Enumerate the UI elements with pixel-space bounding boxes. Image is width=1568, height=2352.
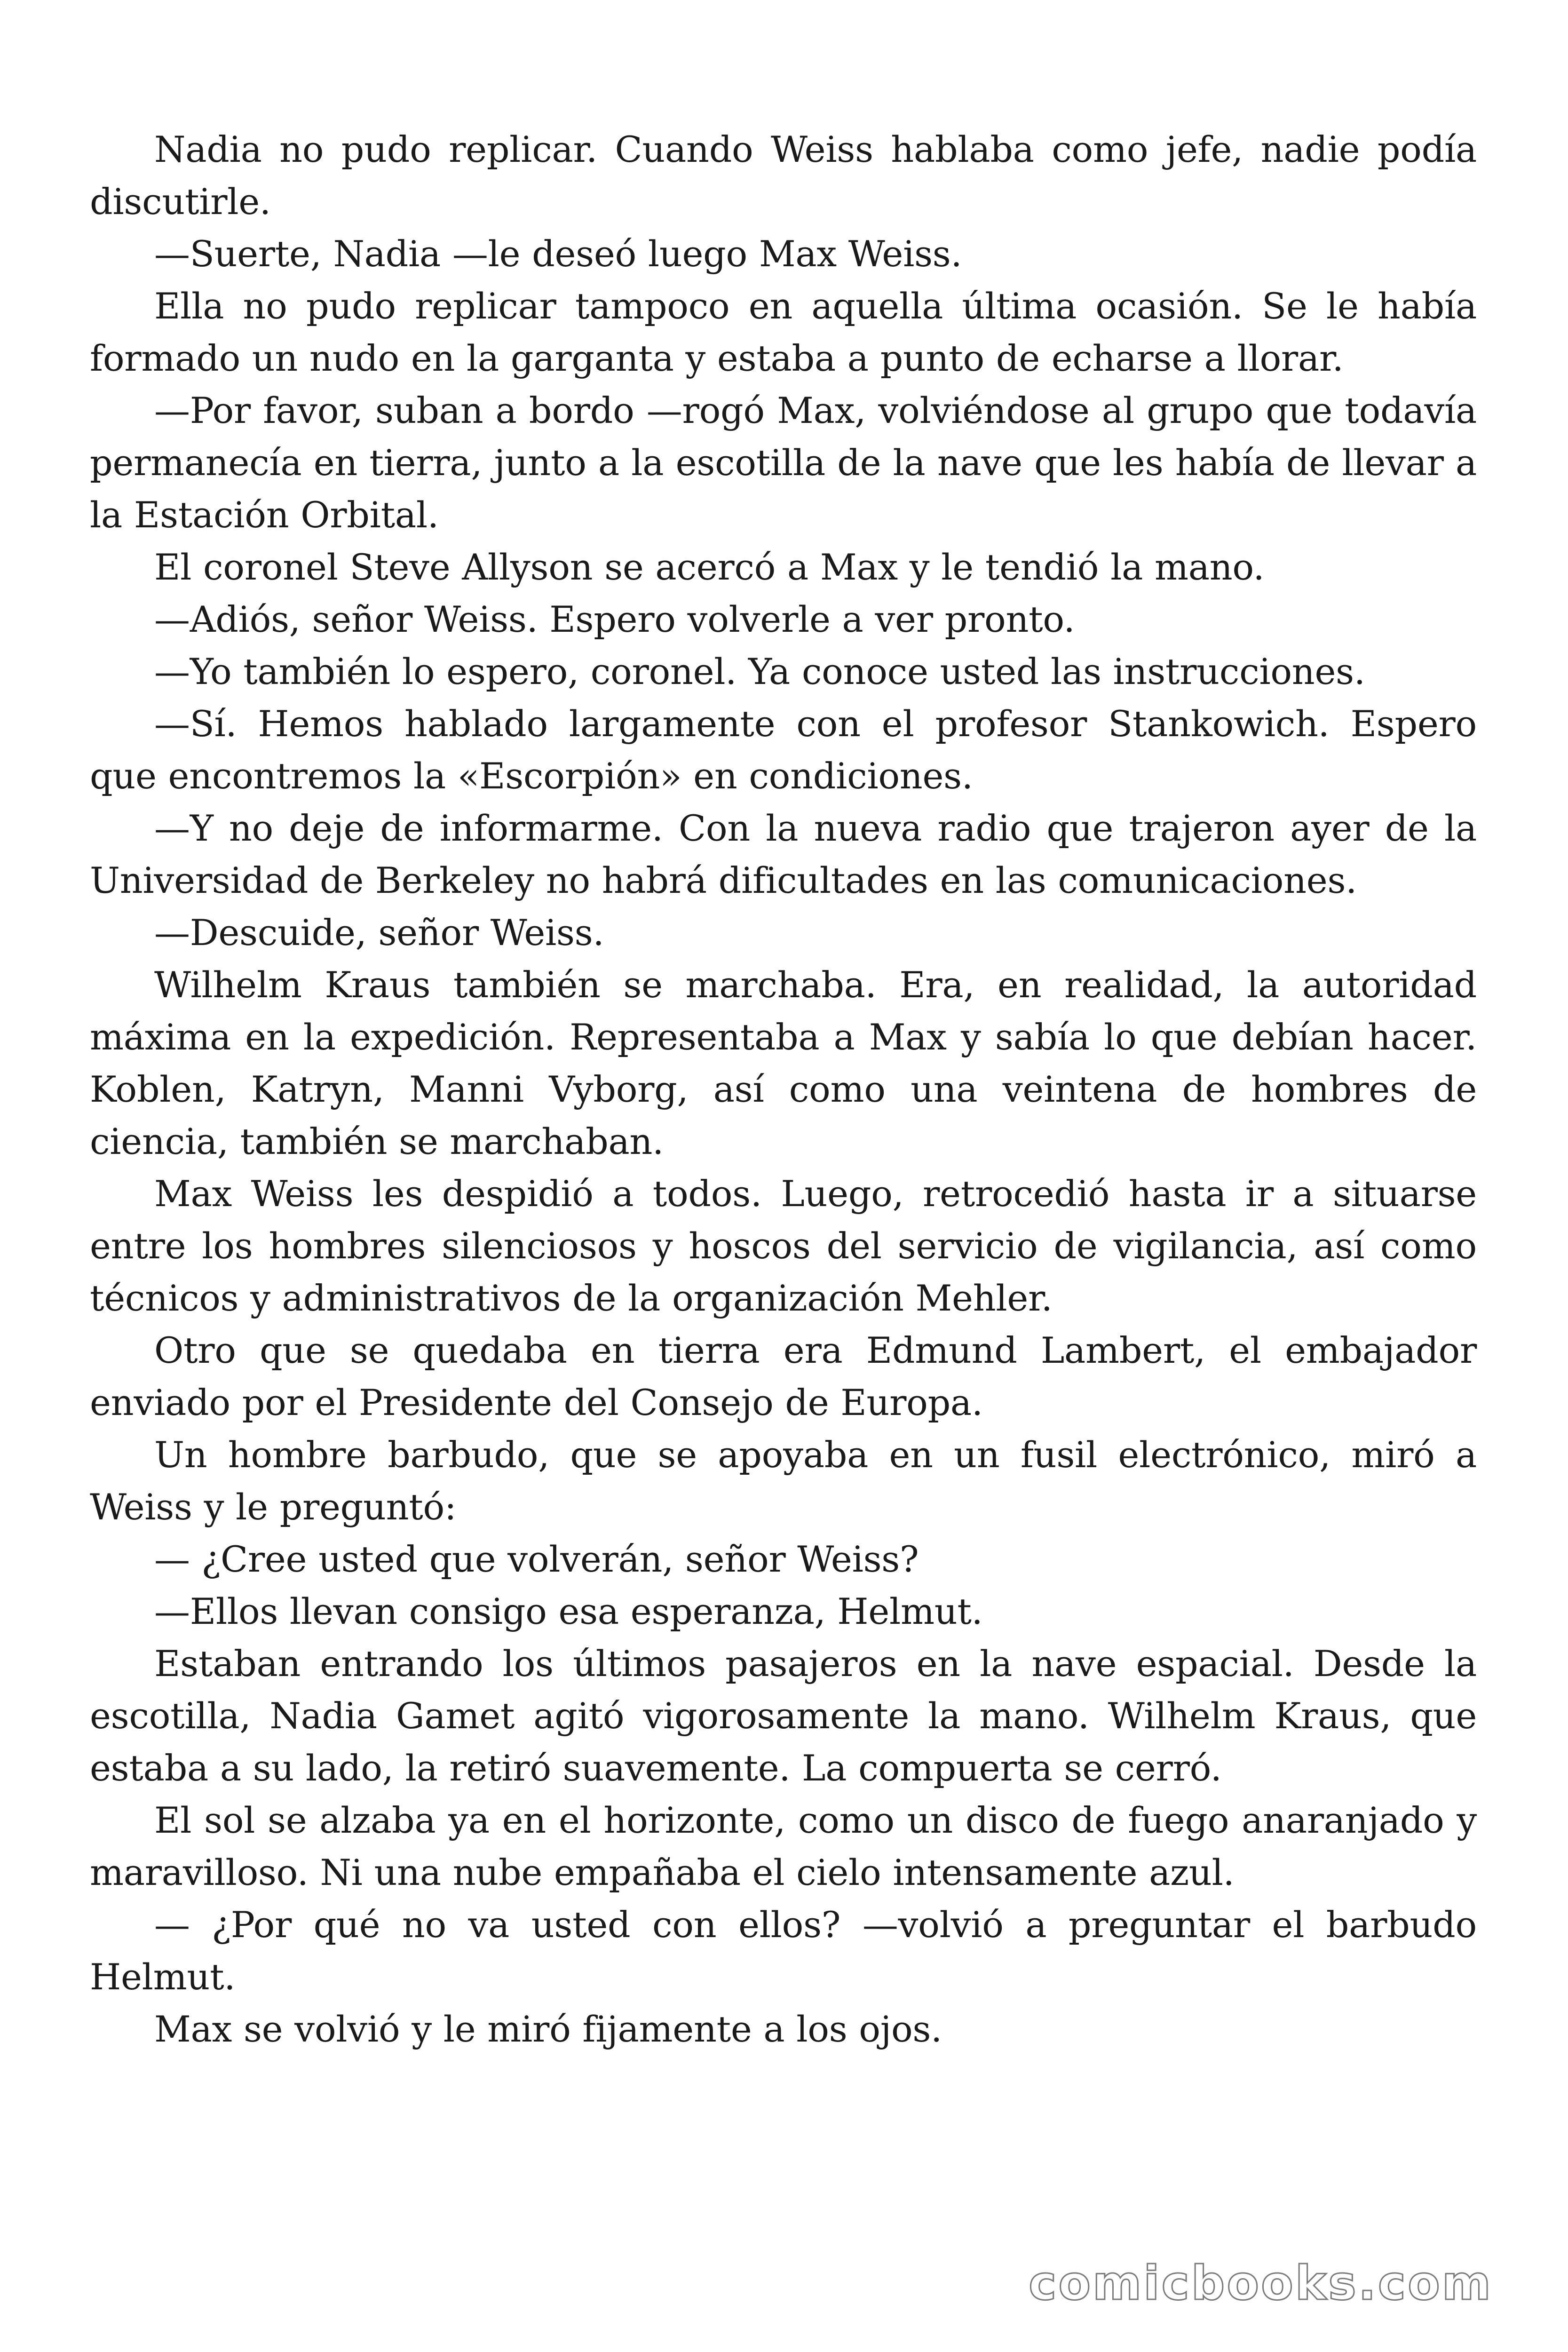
paragraph: — ¿Cree usted que volverán, señor Weiss? <box>154 1538 919 1580</box>
paragraph: Estaban entrando los últimos pasajeros en la nave espacial. Desde la escotilla, Nadia Gamet agitó vigorosamente la mano. Wilhelm Kraus, que estaba a su lado, la retiró suavemente. La compuerta se cerró. <box>90 1643 1477 1789</box>
paragraph: — ¿Por qué no va usted con ellos? —volvió a preguntar el barbudo Helmut. <box>90 1904 1477 1998</box>
paragraph: Max Weiss les despidió a todos. Luego, retrocedió hasta ir a situarse entre los hombres silenciosos y hoscos del servicio de vigilancia, así como técnicos y administrativos de la organización Mehler. <box>90 1173 1477 1319</box>
paragraph: —Sí. Hemos hablado largamente con el profesor Stankowich. Espero que encontremos la «Escorpión» en condiciones. <box>90 703 1477 797</box>
paragraph: —Y no deje de informarme. Con la nueva radio que trajeron ayer de la Universidad de Berkeley no habrá dificultades en las comunicaciones. <box>90 807 1477 901</box>
paragraph: —Descuide, señor Weiss. <box>154 912 604 954</box>
paragraph: —Adiós, señor Weiss. Espero volverle a ver pronto. <box>154 598 1075 640</box>
paragraph: —Ellos llevan consigo esa esperanza, Helmut. <box>154 1590 983 1632</box>
paragraph: Max se volvió y le miró fijamente a los ojos. <box>154 2008 942 2050</box>
watermark: comicbooks.com <box>1029 2256 1493 2311</box>
paragraph: —Por favor, suban a bordo —rogó Max, volviéndose al grupo que todavía permanecía en tierra, junto a la escotilla de la nave que les había de llevar a la Estación Orbital. <box>90 389 1477 536</box>
paragraph: El sol se alzaba ya en el horizonte, como un disco de fuego anaranjado y maravilloso. Ni una nube empañaba el cielo intensamente azul. <box>90 1799 1477 1893</box>
paragraph: —Suerte, Nadia —le deseó luego Max Weiss. <box>154 233 962 275</box>
paragraph: Otro que se quedaba en tierra era Edmund Lambert, el embajador enviado por el Presidente del Consejo de Europa. <box>90 1329 1477 1423</box>
paragraph: El coronel Steve Allyson se acercó a Max y le tendió la mano. <box>154 546 1265 588</box>
book-page-text <box>90 123 1477 2055</box>
paragraph: —Yo también lo espero, coronel. Ya conoce usted las instrucciones. <box>154 651 1365 692</box>
paragraph: Un hombre barbudo, que se apoyaba en un fusil electrónico, miró a Weiss y le preguntó: <box>90 1434 1477 1528</box>
paragraph: Nadia no pudo replicar. Cuando Weiss hablaba como jefe, nadie podía discutirle. <box>90 128 1477 222</box>
paragraph: Ella no pudo replicar tampoco en aquella última ocasión. Se le había formado un nudo en la garganta y estaba a punto de echarse a llorar. <box>90 285 1477 379</box>
paragraph: Wilhelm Kraus también se marchaba. Era, en realidad, la autoridad máxima en la expedición. Representaba a Max y sabía lo que debían hacer. Koblen, Katryn, Manni Vyborg, así como una veintena de hombres de ciencia, también se marchaban. <box>90 964 1477 1162</box>
